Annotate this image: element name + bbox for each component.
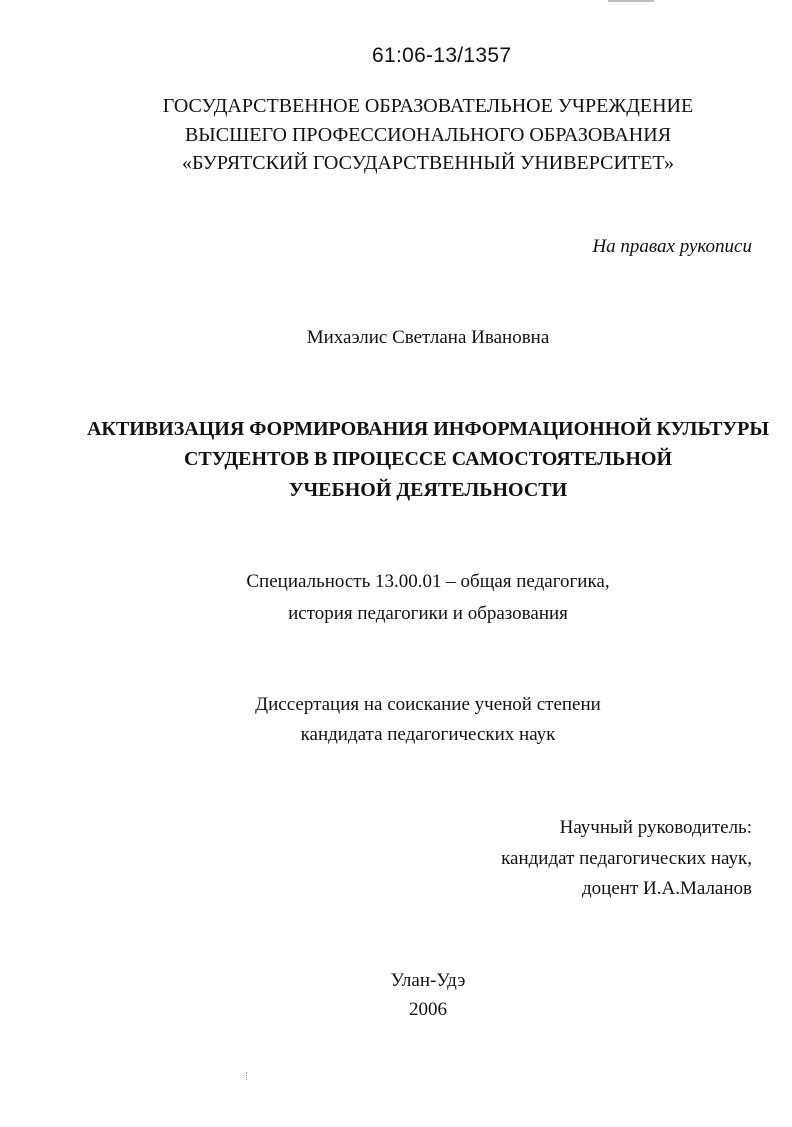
author-name: Михаэлис Светлана Ивановна	[306, 327, 550, 348]
manuscript-note: На правах рукописи	[592, 236, 752, 257]
institution-line-2: ВЫСШЕГО ПРОФЕССИОНАЛЬНОГО ОБРАЗОВАНИЯ	[184, 124, 672, 146]
registry-code: 61:06-13/1357	[372, 44, 512, 67]
supervisor-name: доцент И.А.Маланов	[582, 878, 752, 899]
institution-line-3: «БУРЯТСКИЙ ГОСУДАРСТВЕННЫЙ УНИВЕРСИТЕТ»	[181, 152, 675, 174]
degree-line-1: Диссертация на соискание ученой степени	[255, 694, 601, 715]
title-line-2: СТУДЕНТОВ В ПРОЦЕССЕ САМОСТОЯТЕЛЬНОЙ	[183, 448, 673, 470]
degree-line-2: кандидата педагогических наук	[300, 724, 556, 745]
city: Улан-Удэ	[390, 970, 466, 991]
specialty-line-2: история педагогики и образования	[288, 603, 568, 624]
scan-artifact	[608, 0, 654, 2]
title-line-3: УЧЕБНОЙ ДЕЯТЕЛЬНОСТИ	[288, 479, 568, 501]
specialty-line-1: Специальность 13.00.01 – общая педагогика,	[246, 571, 610, 592]
year: 2006	[409, 999, 447, 1020]
title-line-1: АКТИВИЗАЦИЯ ФОРМИРОВАНИЯ ИНФОРМАЦИОННОЙ КУЛЬТУРЫ	[86, 418, 770, 440]
supervisor-degree: кандидат педагогических наук,	[501, 848, 752, 869]
institution-line-1: ГОСУДАРСТВЕННОЕ ОБРАЗОВАТЕЛЬНОЕ УЧРЕЖДЕНИЕ	[162, 95, 694, 117]
supervisor-label: Научный руководитель:	[559, 817, 752, 838]
scan-speck	[246, 1072, 251, 1080]
